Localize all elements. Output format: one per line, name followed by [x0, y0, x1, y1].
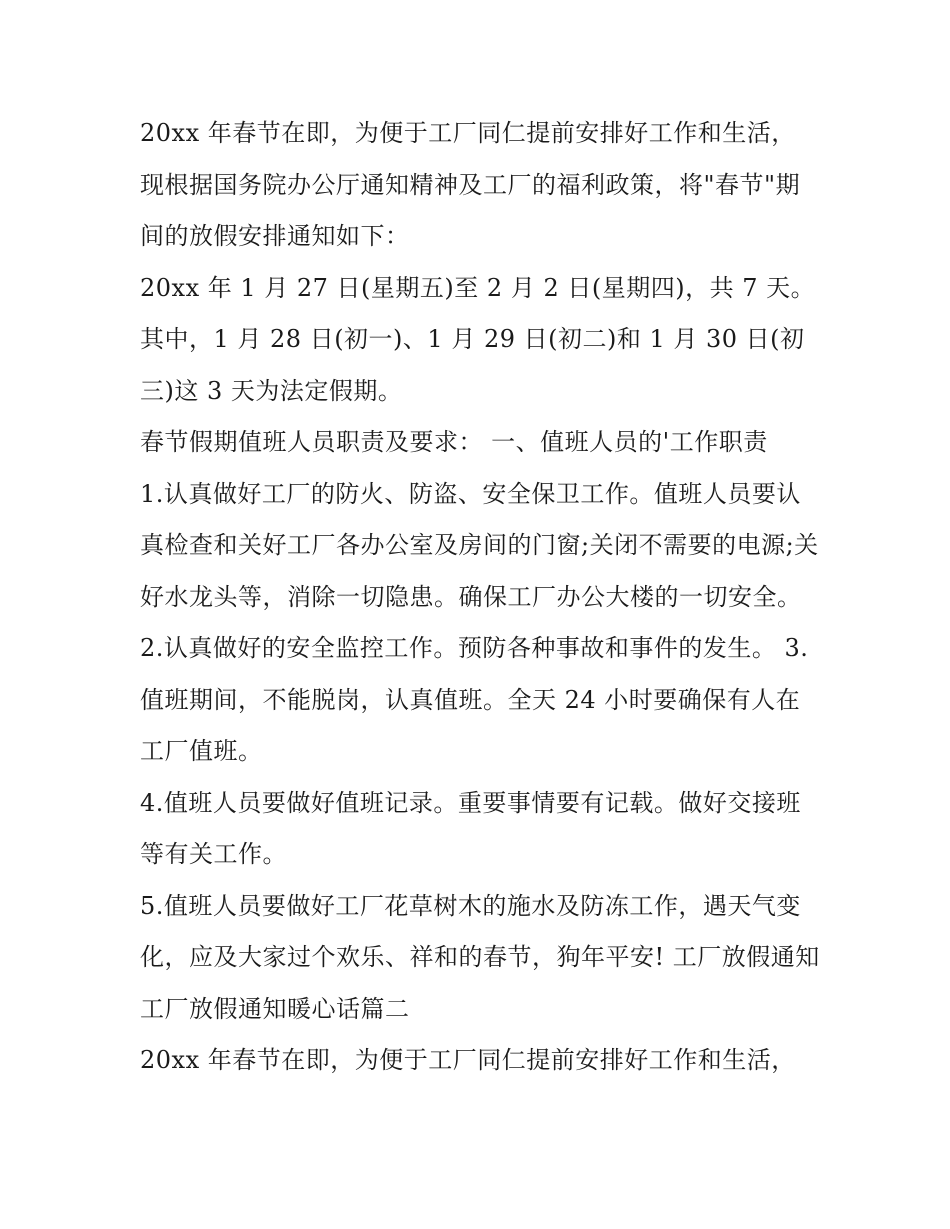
paragraph-holiday-dates: 20xx 年 1 月 27 日(星期五)至 2 月 2 日(星期四)，共 7 天。其中，1 月 28 日(初一)、1 月 29 日(初二)和 1 月 30 日(初三)这 3 天为法定假期。 — [140, 273, 816, 405]
paragraph-duty-1: 1.认真做好工厂的防火、防盗、安全保卫工作。值班人员要认真检查和关好工厂各办公室及房间的门窗;关闭不需要的电源;关好水龙头等，消除一切隐患。确保工厂办公大楼的一切安全。 — [140, 479, 819, 611]
paragraph-intro-repeat: 20xx 年春节在即，为便于工厂同仁提前安排好工作和生活， — [140, 1046, 796, 1074]
paragraph-duty-2-3: 2.认真做好的安全监控工作。预防各种事故和事件的发生。 3.值班期间，不能脱岗，认真值班。全天 24 小时要确保有人在工厂值班。 — [140, 634, 809, 765]
paragraph-intro: 20xx 年春节在即，为便于工厂同仁提前安排好工作和生活，现根据国务院办公厅通知精神及工厂的福利政策，将"春节"期间的放假安排通知如下： — [140, 119, 801, 250]
paragraph-duty-5: 5.值班人员要做好工厂花草树木的施水及防冻工作，遇天气变化，应及大家过个欢乐、祥和的春节，狗年平安! 工厂放假通知 工厂放假通知暖心话篇二 — [140, 891, 820, 1023]
document-body — [140, 108, 820, 1087]
paragraph-duty-4: 4.值班人员要做好值班记录。重要事情要有记载。做好交接班等有关工作。 — [140, 788, 801, 868]
paragraph-duty-heading: 春节假期值班人员职责及要求： 一、值班人员的'工作职责 — [140, 428, 768, 456]
